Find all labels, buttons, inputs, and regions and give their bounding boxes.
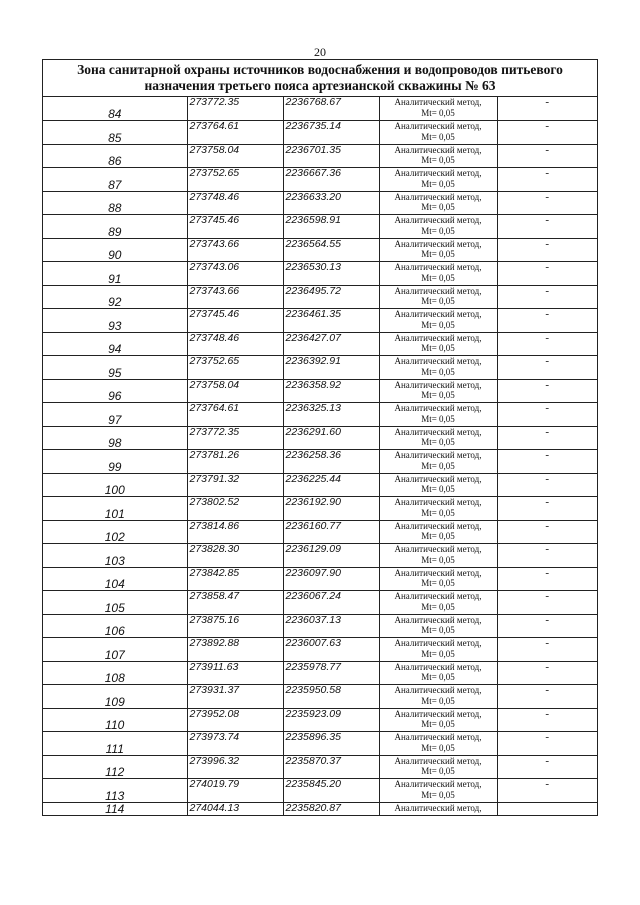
accuracy-value: Мt= 0,05 xyxy=(421,789,455,800)
accuracy-value: Мt= 0,05 xyxy=(421,578,455,588)
method-label: Аналитический метод, xyxy=(394,685,482,695)
coord-y: 2236392.91 xyxy=(283,356,379,380)
method-label: Аналитический метод, xyxy=(394,97,482,107)
coord-y: 2236225.44 xyxy=(283,473,379,497)
method-cell xyxy=(379,755,497,779)
accuracy-value: Мt= 0,05 xyxy=(421,742,455,753)
table-row xyxy=(43,802,597,815)
coord-y: 2236768.67 xyxy=(283,97,379,121)
table-row xyxy=(43,450,597,474)
method-cell xyxy=(379,97,497,121)
method-cell xyxy=(379,779,497,803)
coord-x: 273745.46 xyxy=(187,309,283,333)
method-cell xyxy=(379,732,497,756)
method-cell xyxy=(379,168,497,192)
extra-cell: - xyxy=(497,614,597,638)
coord-x: 273748.46 xyxy=(187,332,283,356)
coord-y: 2236067.24 xyxy=(283,591,379,615)
extra-cell: - xyxy=(497,755,597,779)
point-number: 111 xyxy=(43,732,187,756)
table-row xyxy=(43,473,597,497)
point-number: 94 xyxy=(43,332,187,356)
accuracy-value: Мt= 0,05 xyxy=(421,272,455,283)
method-cell xyxy=(379,144,497,168)
method-cell xyxy=(379,567,497,591)
coord-x: 273752.65 xyxy=(187,168,283,192)
method-cell xyxy=(379,708,497,732)
method-label: Аналитический метод, xyxy=(394,121,482,131)
extra-cell: - xyxy=(497,661,597,685)
method-cell xyxy=(379,450,497,474)
method-cell xyxy=(379,379,497,403)
table-row xyxy=(43,121,597,145)
accuracy-value: Мt= 0,05 xyxy=(421,225,455,236)
table-row xyxy=(43,685,597,709)
coord-x: 273996.32 xyxy=(187,755,283,779)
extra-cell: - xyxy=(497,638,597,662)
coord-x: 273892.88 xyxy=(187,638,283,662)
extra-cell: - xyxy=(497,238,597,262)
table-row xyxy=(43,168,597,192)
coord-y: 2236530.13 xyxy=(283,262,379,286)
method-cell xyxy=(379,403,497,427)
table-row xyxy=(43,332,597,356)
coord-x: 273745.46 xyxy=(187,215,283,239)
table-row xyxy=(43,567,597,591)
accuracy-value: Мt= 0,05 xyxy=(421,107,455,118)
method-cell xyxy=(379,332,497,356)
coord-y: 2235896.35 xyxy=(283,732,379,756)
coord-y: 2236192.90 xyxy=(283,497,379,521)
method-cell xyxy=(379,356,497,380)
method-cell xyxy=(379,591,497,615)
point-number: 113 xyxy=(43,779,187,803)
accuracy-value: Мt= 0,05 xyxy=(421,766,455,776)
point-number: 100 xyxy=(43,473,187,497)
coord-y: 2236495.72 xyxy=(283,285,379,309)
coord-y: 2236358.92 xyxy=(283,379,379,403)
method-label: Аналитический метод, xyxy=(394,520,482,531)
coord-x: 273791.32 xyxy=(187,473,283,497)
accuracy-value: Мt= 0,05 xyxy=(421,460,455,471)
point-number: 85 xyxy=(43,121,187,145)
point-number: 92 xyxy=(43,285,187,309)
extra-cell: - xyxy=(497,732,597,756)
method-cell xyxy=(379,638,497,662)
coord-x: 273973.74 xyxy=(187,732,283,756)
accuracy-value: Мt= 0,05 xyxy=(421,319,455,330)
extra-cell: - xyxy=(497,497,597,521)
extra-cell: - xyxy=(497,168,597,192)
table-row xyxy=(43,591,597,615)
method-label: Аналитический метод, xyxy=(394,215,482,225)
method-label: Аналитический метод, xyxy=(394,450,482,460)
method-cell xyxy=(379,661,497,685)
table-row xyxy=(43,755,597,779)
coord-x: 273743.66 xyxy=(187,285,283,309)
coord-y: 2235978.77 xyxy=(283,661,379,685)
accuracy-value: Мt= 0,05 xyxy=(421,531,455,541)
extra-cell: - xyxy=(497,97,597,121)
coord-x: 273772.35 xyxy=(187,97,283,121)
table-row xyxy=(43,97,597,121)
coord-y: 2235870.37 xyxy=(283,755,379,779)
method-label: Аналитический метод, xyxy=(394,379,482,390)
extra-cell: - xyxy=(497,567,597,591)
table-title: Зона санитарной охраны источников водоснабжения и водопроводов питьевого назначения третьего пояса артезианской скважины № 63 xyxy=(43,60,597,97)
point-number: 87 xyxy=(43,168,187,192)
extra-cell: - xyxy=(497,356,597,380)
extra-cell: - xyxy=(497,544,597,568)
coord-x: 273758.04 xyxy=(187,379,283,403)
method-cell xyxy=(379,238,497,262)
method-cell xyxy=(379,802,497,815)
extra-cell: - xyxy=(497,144,597,168)
coord-y: 2236097.90 xyxy=(283,567,379,591)
point-number: 88 xyxy=(43,191,187,215)
table-row xyxy=(43,356,597,380)
coord-x: 274019.79 xyxy=(187,779,283,803)
extra-cell: - xyxy=(497,685,597,709)
method-label: Аналитический метод, xyxy=(394,168,482,178)
coord-y: 2236258.36 xyxy=(283,450,379,474)
extra-cell: - xyxy=(497,450,597,474)
coordinates-table xyxy=(42,59,598,816)
page-number: 20 xyxy=(314,45,326,59)
accuracy-value: Мt= 0,05 xyxy=(421,178,455,189)
coord-x: 273842.85 xyxy=(187,567,283,591)
coord-y: 2236598.91 xyxy=(283,215,379,239)
point-number: 99 xyxy=(43,450,187,474)
method-label: Аналитический метод, xyxy=(394,262,482,272)
table-row xyxy=(43,403,597,427)
point-number: 112 xyxy=(43,755,187,779)
accuracy-value: Мt= 0,05 xyxy=(421,719,455,729)
accuracy-value: Мt= 0,05 xyxy=(421,695,455,706)
table-row xyxy=(43,497,597,521)
method-cell xyxy=(379,309,497,333)
coord-y: 2235923.09 xyxy=(283,708,379,732)
point-number: 93 xyxy=(43,309,187,333)
method-label: Аналитический метод, xyxy=(394,403,482,413)
accuracy-value: Мt= 0,05 xyxy=(421,648,455,659)
table-row xyxy=(43,379,597,403)
coord-y: 2235845.20 xyxy=(283,779,379,803)
method-cell xyxy=(379,262,497,286)
method-label: Аналитический метод, xyxy=(394,238,482,249)
method-label: Аналитический метод, xyxy=(394,567,482,578)
coord-y: 2235950.58 xyxy=(283,685,379,709)
method-cell xyxy=(379,614,497,638)
accuracy-value: Мt= 0,05 xyxy=(421,625,455,635)
method-cell xyxy=(379,544,497,568)
extra-cell: - xyxy=(497,520,597,544)
method-cell xyxy=(379,215,497,239)
coord-y: 2236735.14 xyxy=(283,121,379,145)
extra-cell: - xyxy=(497,379,597,403)
table-row xyxy=(43,215,597,239)
point-number: 105 xyxy=(43,591,187,615)
table-row xyxy=(43,732,597,756)
method-label: Аналитический метод, xyxy=(394,144,482,155)
method-label: Аналитический метод, xyxy=(394,497,482,507)
coord-x: 273764.61 xyxy=(187,121,283,145)
points-table xyxy=(43,97,597,815)
point-number: 107 xyxy=(43,638,187,662)
coord-y: 2236427.07 xyxy=(283,332,379,356)
method-label: Аналитический метод, xyxy=(394,426,482,437)
point-number: 97 xyxy=(43,403,187,427)
coord-x: 273911.63 xyxy=(187,661,283,685)
coord-x: 273764.61 xyxy=(187,403,283,427)
extra-cell: - xyxy=(497,779,597,803)
method-label: Аналитический метод, xyxy=(394,614,482,625)
coord-x: 273752.65 xyxy=(187,356,283,380)
coord-y: 2236037.13 xyxy=(283,614,379,638)
table-row xyxy=(43,614,597,638)
method-cell xyxy=(379,473,497,497)
method-label: Аналитический метод, xyxy=(394,661,482,672)
extra-cell: - xyxy=(497,708,597,732)
point-number: 108 xyxy=(43,661,187,685)
method-cell xyxy=(379,191,497,215)
coord-y: 2236701.35 xyxy=(283,144,379,168)
coord-y: 2236667.36 xyxy=(283,168,379,192)
accuracy-value: Мt= 0,05 xyxy=(421,202,455,212)
coord-y: 2236633.20 xyxy=(283,191,379,215)
method-label: Аналитический метод, xyxy=(394,285,482,296)
accuracy-value: Мt= 0,05 xyxy=(421,343,455,353)
point-number: 95 xyxy=(43,356,187,380)
method-cell xyxy=(379,520,497,544)
extra-cell: - xyxy=(497,215,597,239)
method-cell xyxy=(379,426,497,450)
coord-x: 274044.13 xyxy=(187,802,283,815)
point-number: 90 xyxy=(43,238,187,262)
extra-cell: - xyxy=(497,332,597,356)
extra-cell: - xyxy=(497,121,597,145)
extra-cell: - xyxy=(497,309,597,333)
coord-x: 273802.52 xyxy=(187,497,283,521)
coord-x: 273748.46 xyxy=(187,191,283,215)
table-body xyxy=(43,97,597,815)
method-label: Аналитический метод, xyxy=(394,802,482,813)
accuracy-value: Мt= 0,05 xyxy=(421,437,455,447)
method-cell xyxy=(379,685,497,709)
table-row xyxy=(43,426,597,450)
method-label: Аналитический метод, xyxy=(394,332,482,343)
accuracy-value: Мt= 0,05 xyxy=(421,390,455,400)
accuracy-value: Мt= 0,05 xyxy=(421,296,455,306)
extra-cell: - xyxy=(497,403,597,427)
extra-cell xyxy=(497,802,597,815)
method-label: Аналитический метод, xyxy=(394,544,482,554)
table-row xyxy=(43,144,597,168)
accuracy-value: Мt= 0,05 xyxy=(421,155,455,165)
table-row xyxy=(43,285,597,309)
coord-y: 2236325.13 xyxy=(283,403,379,427)
point-number: 98 xyxy=(43,426,187,450)
point-number: 110 xyxy=(43,708,187,732)
method-cell xyxy=(379,285,497,309)
point-number: 114 xyxy=(43,802,187,815)
extra-cell: - xyxy=(497,591,597,615)
table-row xyxy=(43,262,597,286)
accuracy-value: Мt= 0,05 xyxy=(421,554,455,565)
table-row xyxy=(43,520,597,544)
coord-x: 273875.16 xyxy=(187,614,283,638)
coord-x: 273743.66 xyxy=(187,238,283,262)
accuracy-value: Мt= 0,05 xyxy=(421,601,455,612)
table-row xyxy=(43,779,597,803)
method-label: Аналитический метод, xyxy=(394,779,482,789)
point-number: 86 xyxy=(43,144,187,168)
point-number: 104 xyxy=(43,567,187,591)
extra-cell: - xyxy=(497,262,597,286)
coord-y: 2236564.55 xyxy=(283,238,379,262)
coord-y: 2236291.60 xyxy=(283,426,379,450)
method-label: Аналитический метод, xyxy=(394,638,482,648)
coord-x: 273828.30 xyxy=(187,544,283,568)
point-number: 89 xyxy=(43,215,187,239)
method-label: Аналитический метод, xyxy=(394,356,482,366)
method-label: Аналитический метод, xyxy=(394,732,482,742)
method-label: Аналитический метод, xyxy=(394,191,482,202)
coord-x: 273758.04 xyxy=(187,144,283,168)
method-label: Аналитический метод, xyxy=(394,473,482,484)
coord-x: 273931.37 xyxy=(187,685,283,709)
point-number: 103 xyxy=(43,544,187,568)
coord-y: 2236160.77 xyxy=(283,520,379,544)
table-row xyxy=(43,661,597,685)
coord-y: 2236461.35 xyxy=(283,309,379,333)
coord-y: 2236129.09 xyxy=(283,544,379,568)
method-label: Аналитический метод, xyxy=(394,591,482,601)
coord-x: 273858.47 xyxy=(187,591,283,615)
accuracy-value: Мt= 0,05 xyxy=(421,507,455,518)
method-label: Аналитический метод, xyxy=(394,755,482,766)
accuracy-value: Мt= 0,05 xyxy=(421,484,455,494)
coord-x: 273781.26 xyxy=(187,450,283,474)
method-label: Аналитический метод, xyxy=(394,708,482,719)
accuracy-value: Мt= 0,05 xyxy=(421,131,455,142)
method-cell xyxy=(379,497,497,521)
point-number: 102 xyxy=(43,520,187,544)
extra-cell: - xyxy=(497,285,597,309)
point-number: 91 xyxy=(43,262,187,286)
point-number: 109 xyxy=(43,685,187,709)
coord-x: 273743.06 xyxy=(187,262,283,286)
table-row xyxy=(43,544,597,568)
coord-x: 273814.86 xyxy=(187,520,283,544)
point-number: 84 xyxy=(43,97,187,121)
accuracy-value: Мt= 0,05 xyxy=(421,413,455,424)
accuracy-value: Мt= 0,05 xyxy=(421,366,455,377)
table-row xyxy=(43,708,597,732)
coord-x: 273772.35 xyxy=(187,426,283,450)
point-number: 96 xyxy=(43,379,187,403)
table-row xyxy=(43,238,597,262)
method-label: Аналитический метод, xyxy=(394,309,482,319)
table-row xyxy=(43,638,597,662)
accuracy-value: Мt= 0,05 xyxy=(421,249,455,259)
method-cell xyxy=(379,121,497,145)
extra-cell: - xyxy=(497,426,597,450)
table-row xyxy=(43,309,597,333)
extra-cell: - xyxy=(497,191,597,215)
accuracy-value: Мt= 0,05 xyxy=(421,672,455,682)
point-number: 101 xyxy=(43,497,187,521)
coord-y: 2236007.63 xyxy=(283,638,379,662)
coord-y: 2235820.87 xyxy=(283,802,379,815)
point-number: 106 xyxy=(43,614,187,638)
table-row xyxy=(43,191,597,215)
extra-cell: - xyxy=(497,473,597,497)
coord-x: 273952.08 xyxy=(187,708,283,732)
